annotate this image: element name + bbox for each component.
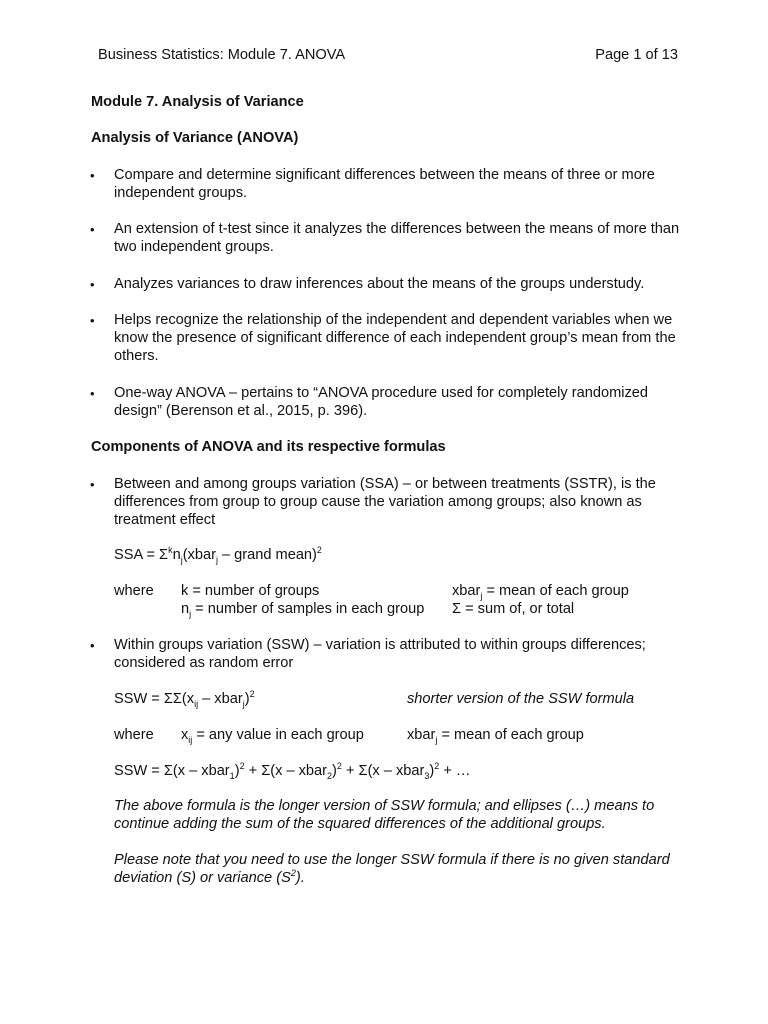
formula-sup: 2 [336, 761, 342, 772]
xbar-definition [452, 582, 629, 600]
formula-sup: 2 [290, 868, 296, 879]
formula-sub: ij [188, 734, 193, 745]
formula-sub: j [242, 698, 245, 709]
ssw-description: Within groups variation (SSW) – variation is attributed to within groups differences; considered as random error [114, 637, 646, 671]
formula-part: n [181, 601, 190, 617]
xbar-definition [407, 726, 584, 744]
xij-definition [181, 726, 364, 744]
bullet-icon: • [90, 638, 95, 653]
formula-part: ) [234, 763, 240, 779]
header-title: Business Statistics: Module 7. ANOVA [98, 47, 346, 63]
formula-sup: 2 [239, 761, 245, 772]
formula-part: SSA = Σ [114, 547, 169, 563]
bullet-text: An extension of t-test since it analyzes the differences between the means of more than two independent groups. [114, 221, 680, 255]
nj-definition [181, 600, 424, 618]
bullet-text: Analyzes variances to draw inferences about the means of the groups understudy. [114, 276, 645, 292]
formula-part: = mean of each group [437, 727, 584, 743]
ssw-short-formula [114, 690, 255, 708]
formula-sub: j [215, 554, 218, 565]
formula-part: ) [429, 763, 435, 779]
bullet-icon: • [90, 222, 95, 237]
bullet-icon: • [90, 168, 95, 183]
formula-part: + Σ(x – xbar [244, 763, 328, 779]
page-header [98, 46, 678, 64]
bullet-icon: • [90, 313, 95, 328]
bullet-text: One-way ANOVA – pertains to “ANOVA procedure used for completely randomized design” (Berenson et al., 2015, p. 396). [114, 385, 649, 419]
module-title: Module 7. Analysis of Variance [91, 94, 304, 110]
formula-part: = mean of each group [482, 583, 629, 599]
formula-part: (xbar [182, 547, 216, 563]
formula-sub: j [189, 608, 192, 619]
formula-part: SSW = ΣΣ(x [114, 691, 195, 707]
formula-part: ). [295, 870, 305, 886]
ssw-long-formula [114, 762, 471, 780]
formula-sub: 2 [327, 770, 333, 781]
bullet-icon: • [90, 277, 95, 292]
bullet-text: Compare and determine significant differences between the means of three or more independent groups. [114, 167, 655, 201]
formula-sub: j [180, 554, 183, 565]
formula-part: xbar [452, 583, 481, 599]
formula-part: + Σ(x – xbar [341, 763, 425, 779]
formula-sub: ij [194, 698, 199, 709]
formula-sup: 2 [249, 689, 255, 700]
formula-sup: 2 [316, 545, 322, 556]
formula-sub: 1 [229, 770, 235, 781]
formula-sub: 3 [424, 770, 430, 781]
formula-part: + … [439, 763, 471, 779]
formula-sup: 2 [434, 761, 440, 772]
formula-part: ) [244, 691, 250, 707]
ssw-short-note: shorter version of the SSW formula [407, 691, 635, 707]
formula-sub: j [480, 590, 483, 601]
formula-part: Please note that you need to use the longer SSW formula if there is no given standard deviation (S) or variance (S [114, 852, 670, 886]
formula-part: n [172, 547, 181, 563]
formula-part: xbar [407, 727, 436, 743]
formula-part: ) [332, 763, 337, 779]
ssw-usage-note [114, 851, 684, 887]
formula-part: SSW = Σ(x – xbar [114, 763, 230, 779]
formula-part: x [181, 727, 189, 743]
formula-part: = number of samples in each group [191, 601, 425, 617]
ssw-long-note: The above formula is the longer version of SSW formula; and ellipses (…) means to continue adding the sum of the squared differences of the additional groups. [114, 798, 655, 832]
where-label: where [114, 727, 154, 743]
formula-sup: k [168, 545, 173, 556]
section-title-components: Components of ANOVA and its respective formulas [91, 439, 446, 455]
where-label: where [114, 583, 154, 599]
sigma-definition: Σ = sum of, or total [452, 601, 575, 617]
bullet-text: Helps recognize the relationship of the independent and dependent variables when we know the presence of significant difference of each independent group’s mean from the others. [114, 312, 676, 364]
formula-part: – xbar [198, 691, 243, 707]
bullet-icon: • [90, 386, 95, 401]
page-number: Page 1 of 13 [595, 47, 678, 63]
ssa-description: Between and among groups variation (SSA) – or between treatments (SSTR), is the differences from group to group cause the variation among groups; also known as treatment effect [114, 476, 656, 528]
formula-sub: j [435, 734, 438, 745]
bullet-icon: • [90, 477, 95, 492]
ssa-formula [114, 546, 322, 564]
formula-part: – grand mean) [217, 547, 317, 563]
k-definition: k = number of groups [181, 583, 320, 599]
section-title-anova: Analysis of Variance (ANOVA) [91, 130, 299, 146]
formula-part: = any value in each group [192, 727, 364, 743]
